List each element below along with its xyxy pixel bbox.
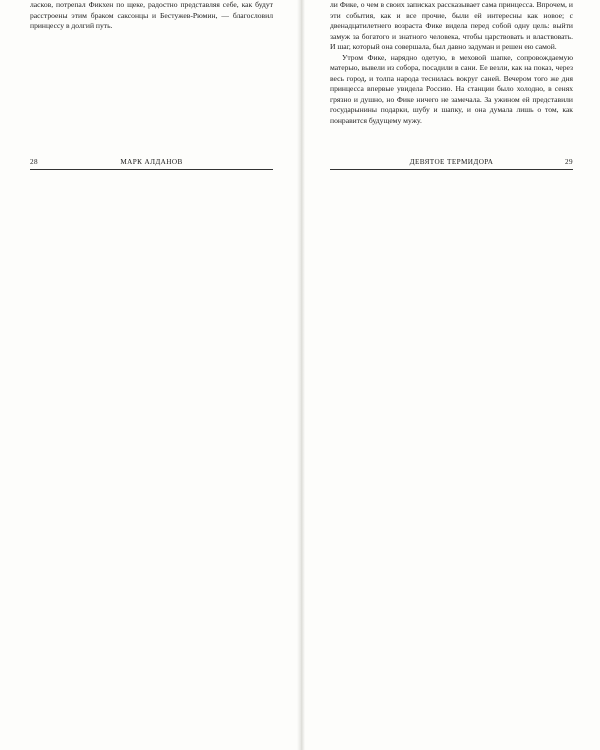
right-page <box>303 0 600 750</box>
left-page-number: 28 <box>30 158 38 166</box>
right-header-rule <box>330 169 573 170</box>
left-running-head <box>30 158 273 168</box>
right-running-head <box>330 158 573 168</box>
right-top-paragraph-2: Утром Фике, нарядно одетую, в меховой шапке, сопровождаемую матерью, вывели из собора, посадили в сани. Ее везли, как на показ, через весь город, и толпа народа теснилась вокруг саней. Вечером того же дня принцесса впервые увидела Россию. На станции было холодно, в сенях грязно и душно, но Фике ничего не замечала. За ужином ей представили государынины подарки, шубу и шапку, и она думала лишь о том, как понравится будущему мужу. <box>330 52 573 125</box>
left-top-text <box>30 0 273 32</box>
left-page <box>0 0 297 750</box>
right-top-paragraph-1: ли Фике, о чем в своих записках рассказывает сама принцесса. Впрочем, и эти события, как и все прочие, были ей интересны как новое; с двенадцатилетнего возраста Фике видела перед собой одну цель: выйти замуж за богатого и знатного человека, чтобы царствовать и властвовать. И шаг, который она совершала, был давно задуман и решен ею самой. <box>330 0 573 51</box>
right-header-title: ДЕВЯТОЕ ТЕРМИДОРА <box>409 158 494 166</box>
left-top-paragraph: ласков, потрепал Фикхен по щеке, радостно представляя себе, как будут расстроены этим браком саксонцы и Бестужев-Рюмин, — благословил принцессу в долгий путь. <box>30 0 273 30</box>
right-page-number: 29 <box>565 158 573 166</box>
right-top-text <box>330 0 573 126</box>
left-header-title: МАРК АЛДАНОВ <box>120 158 183 166</box>
left-header-rule <box>30 169 273 170</box>
